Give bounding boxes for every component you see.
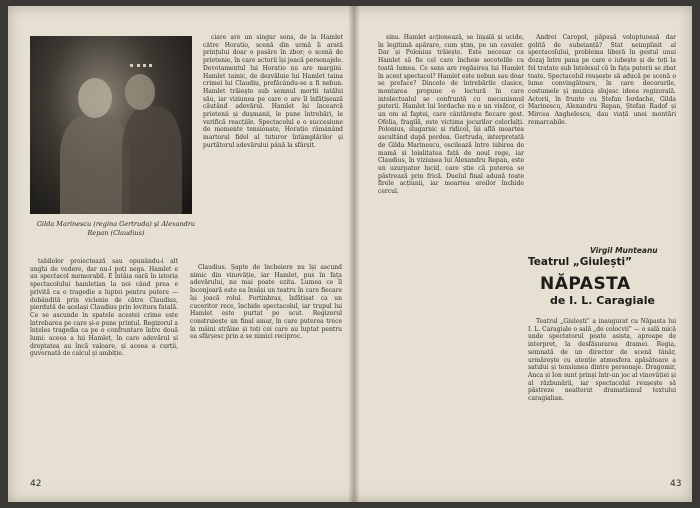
photo-figure-gertrude-head bbox=[78, 78, 112, 118]
review-signature: Virgil Munteanu bbox=[590, 246, 658, 255]
photo-crown bbox=[130, 64, 152, 75]
theatre-heading: Teatrul „Giulești” bbox=[528, 256, 632, 268]
left-column-2 bbox=[30, 258, 178, 468]
play-title: NĂPASTA bbox=[540, 274, 631, 294]
right-column-3-text: Teatrul „Giulești” a inaugurat cu Năpasta lui I. L. Caragiale o sală „de colocvii” — o sală mică unde spectatorul poate asista, aproape de interpret, la desfășurarea dramei. Regia, semnată de un director de scenă tânăr, urmărește cu atenție atmosfera apăsătoare a satului și tensiunea dintre personaje. Dragomir, Anca și Ion sunt prinși într-un joc al vinovăției și al răzbunării, iar spectacolul reușește să păstreze nealterat dramatismul textului caragialian. bbox=[528, 318, 676, 403]
right-page bbox=[356, 6, 692, 502]
photo-figure-claudius-head bbox=[125, 74, 155, 110]
left-page bbox=[8, 6, 350, 502]
photo-figure-gertrude-robe bbox=[60, 114, 130, 214]
left-column-3-text: Claudius. Șapte de încheiere nu își ascund nimic din vinovăție, iar Hamlet, pus în fața adevărului, nu mai poate ezita. Lumea ce îl înconjoară este ea însăși un teatru în care fiecare își joacă rolul. Fortinbras, înfățișat ca un cuceritor rece, închide spectacolul, iar trupul lui Hamlet este purtat pe scut. Regizorul construiește un final amar, în care puterea trece în mâini străine și toți cei care au luptat pentru ea sfârșesc prin a se nimici reciproc. bbox=[190, 264, 342, 341]
right-column-2-text: Andrei Caropol, păpușă voluptuoasă dar golită de substanță? Stat neimplinit al spectacolului, problema liberă în gestul unui dozaj între pana pe care o iubește și de toți la fel tratate sub înțelesul că în fața puterii se zbat toate. Spectacolul reușește să aducă pe scenă o lume convingătoare, în care decorurile, costumele și muzica slujesc ideea regizorală. Actorii, în frunte cu Ștefan Iordache, Gilda Marinescu, Alexandru Repan, Ștefan Radof și Mircea Anghelescu, dau viață unei montări remarcabile. bbox=[528, 34, 676, 126]
right-page-number: 43 bbox=[670, 479, 682, 489]
right-column-3 bbox=[528, 318, 676, 468]
left-column-1-text: ciare are un singur sens, de la Hamlet către Horatio, scenă din urmă îi arată prințului doar o pasăre în zbor; o scenă de prietenie, în care actorii își joacă personajele. Devotamentul lui Horatio nu are margini. Hamlet tainic, de dezvăluie lui Hamlet taina crimei lui Claudiu, prefăcându-se a fi nebun. Hamlet trăiește sub semnul morții tatălui său, iar viziunea pe care o are îl înfățișează căutând adevărul. Hamlet își încearcă prietenii și dușmanii, le pune întrebări, le verifică reacțiile. Spectacolul e o succesiune de momente tensionate, Horatio rămânând martorul fidel al tuturor întâmplărilor și purtătorul adevărului până la sfârșit. bbox=[203, 34, 343, 149]
left-column-1 bbox=[203, 34, 343, 262]
photo-figure-claudius-robe bbox=[122, 106, 182, 214]
left-column-3 bbox=[190, 264, 342, 468]
magazine-spread bbox=[8, 6, 692, 502]
right-column-1-text: sinu. Hamlet acționează, se înșală și ucide, în legitimă apărare, cum știm, pe un cavaler. Dar și Polonius trăiește. Este necesar ca Hamlet să fie cel care încheie socotelile cu toată lumea. Ce sens are regăsirea lui Hamlet în acest spectacol? Hamlet este nebun sau doar se preface? Dincolo de întrebările clasice, montarea propune o lectură în care intelectualul se confruntă cu mecanismul puterii. Hamlet lui Iordache nu e un visător, ci un om al faptei, care cântărește fiecare gest. Ofelia, fragilă, este victima jocurilor celorlalți. Polonius, slugarnic și ridicol, își află moartea ascultând după perdea. Gertruda, interpretată de Gilda Marinescu, oscilează între iubirea de mamă și loialitatea față de noul rege, iar Claudius, în viziunea lui Alexandru Repan, este un uzurpator lucid, care știe că puterea se păstrează prin frică. Duelul final adună toate firele acțiunii, iar moartea eroilor închide cercul. bbox=[378, 34, 524, 196]
photo-caption: Gilda Marinescu (regina Gertruda) și Alexandru Repan (Claudius) bbox=[36, 220, 196, 237]
right-column-1 bbox=[378, 34, 524, 468]
production-photo bbox=[30, 36, 192, 214]
left-page-number: 42 bbox=[30, 479, 42, 489]
play-author: de I. L. Caragiale bbox=[550, 294, 655, 307]
right-column-2 bbox=[528, 34, 676, 202]
left-column-2-text: tabilelor proiectează sau opunându-i alt unghi de vedere, dar nu-l poți nega. Hamlet e un spectacol memorabil. E întâia oară în istoria spectacolului hamletian la noi când prea e privită ca o tragedie a luptei pentru putere — dobândită prin viclenie de către Claudius, pierdută de același Claudius prin lovitura fatală. Ce se ascunde în spatele acestei crime este întrebarea pe care și-o pune prințul. Regizorul a înțeles tragedia ca pe o confruntare între două lumi: aceea a lui Hamlet, în care adevărul și dreptatea au încă valoare, și aceea a curții, guvernată de calcul și ambiție. bbox=[30, 258, 178, 358]
